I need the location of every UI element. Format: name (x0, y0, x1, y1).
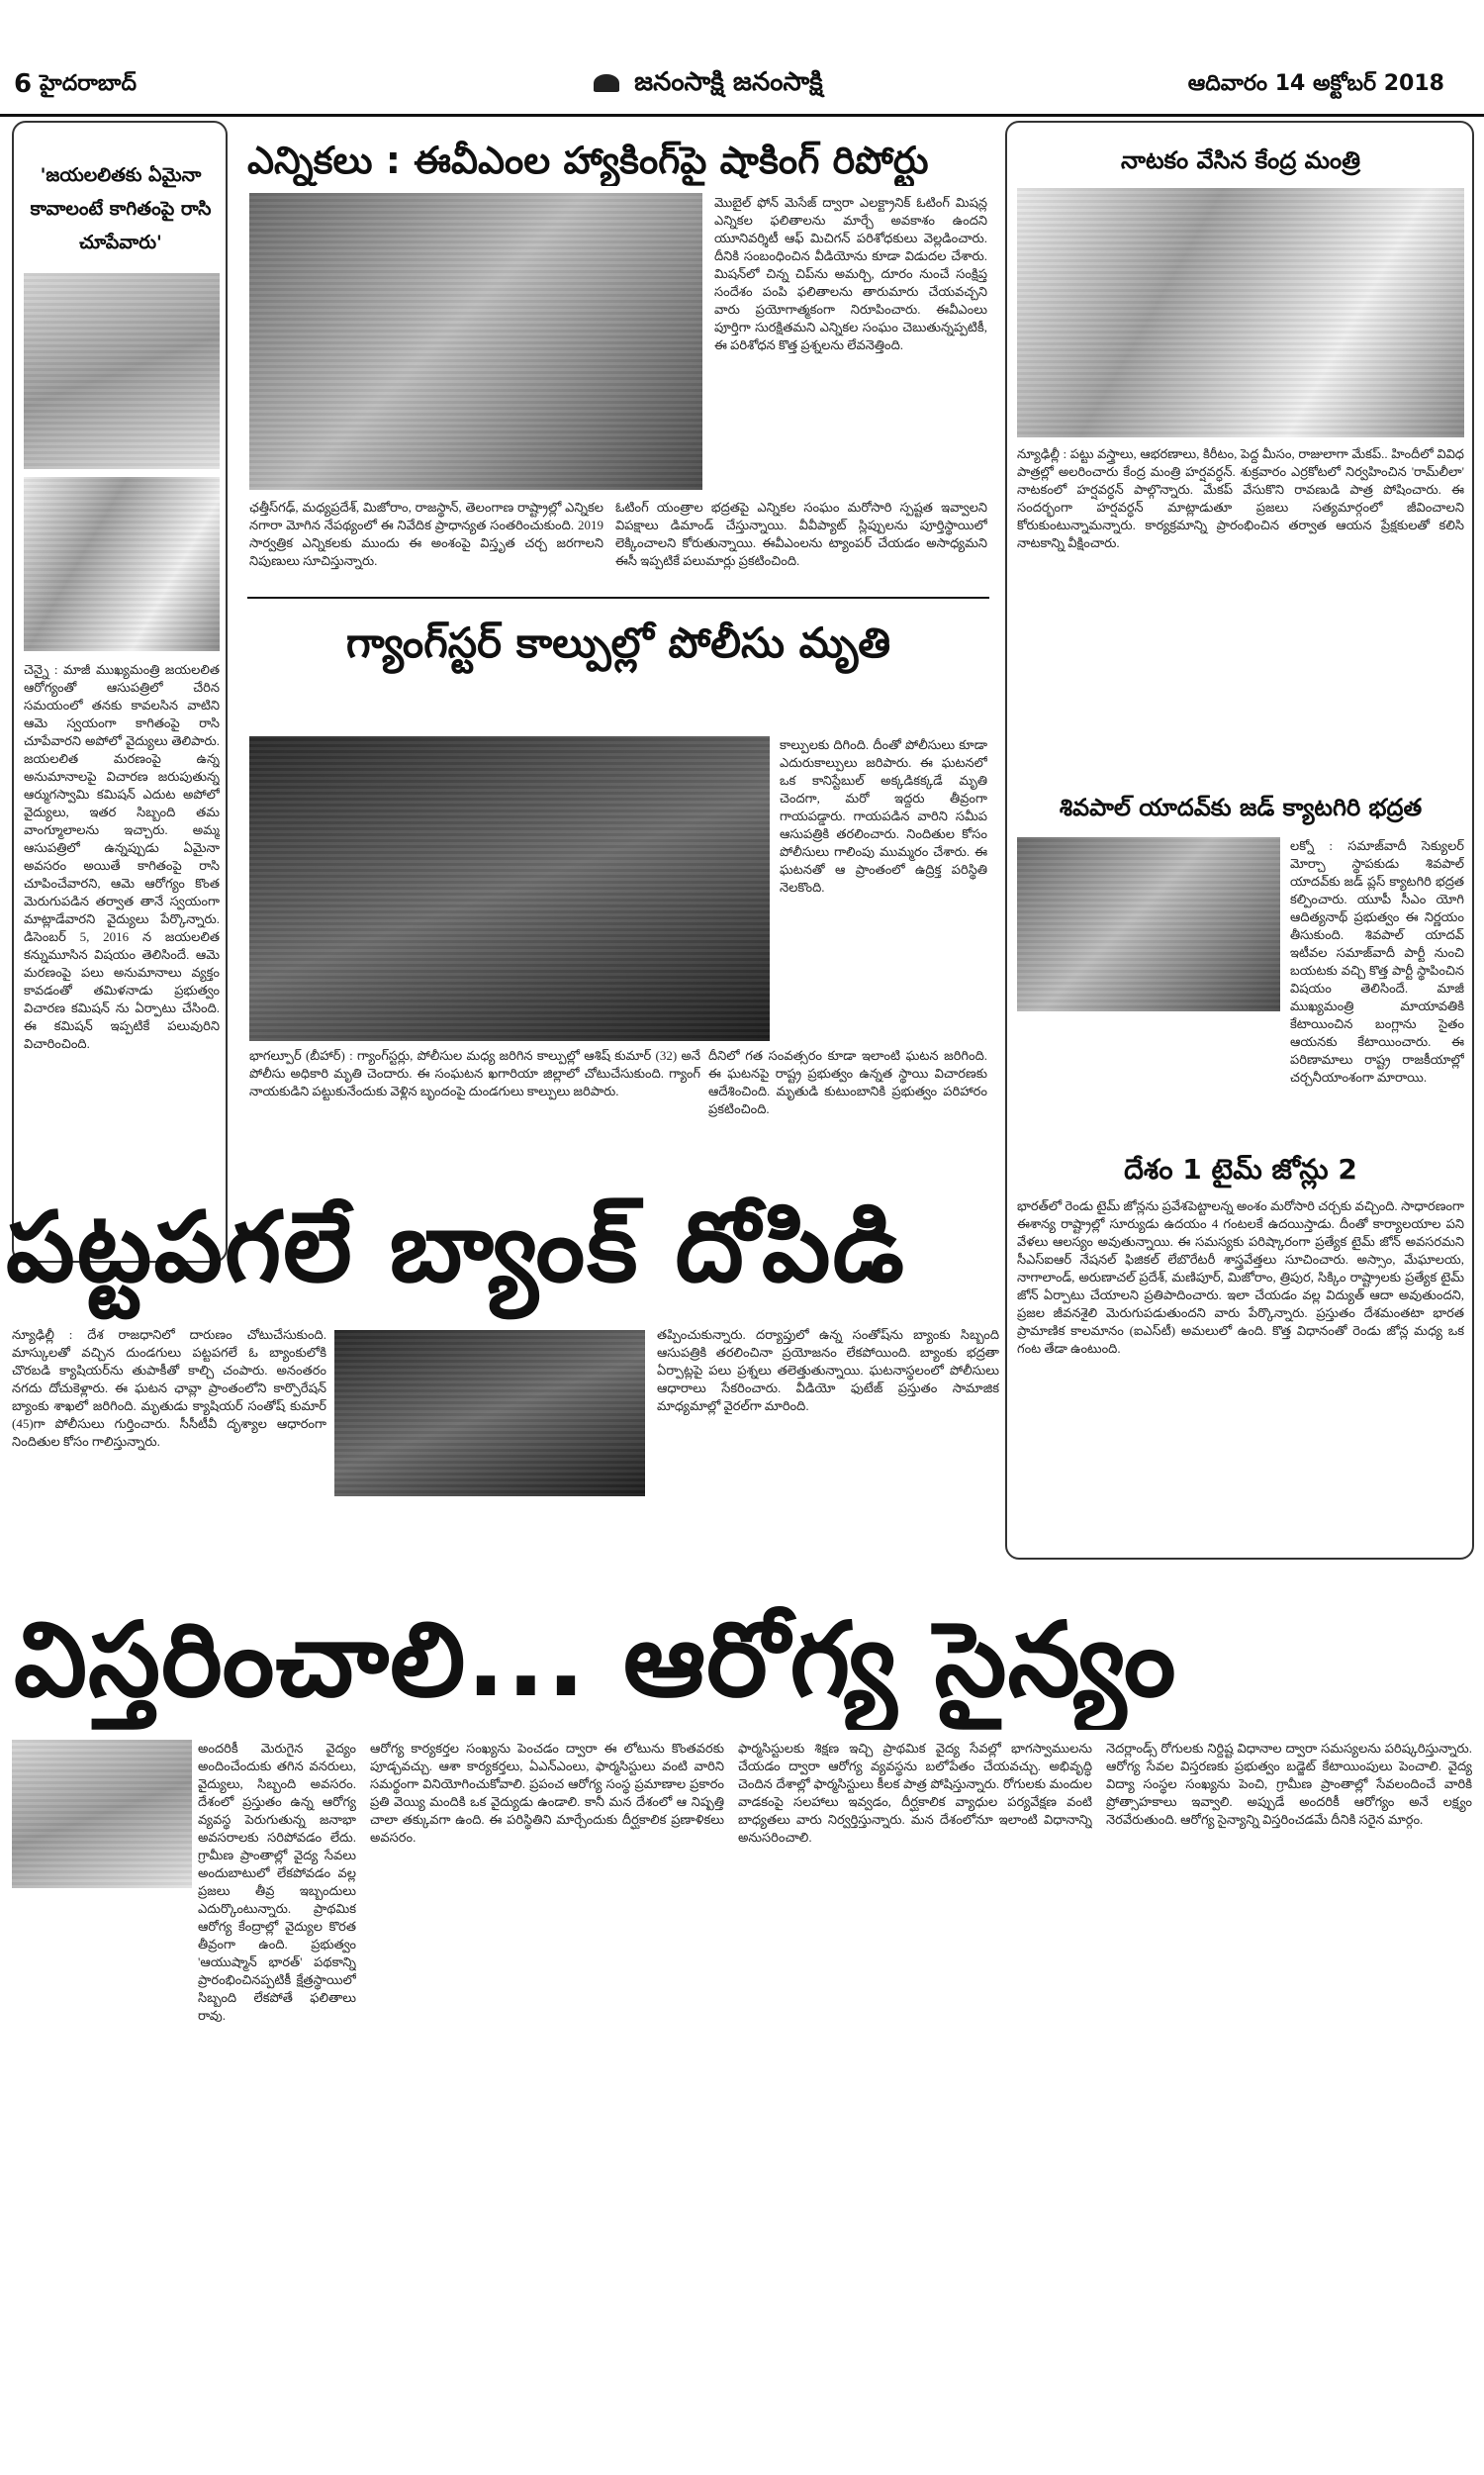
bank-body-left: న్యూఢిల్లీ : దేశ రాజధానిలో దారుణం చోటుచేసుకుంది. మాస్కులతో వచ్చిన దుండగులు పట్టపగలే ఓ బ్యాంకులోకి చొరబడి క్యాషియర్‌ను తుపాకీతో కాల్చి చంపారు. అనంతరం నగదు దోచుకెళ్లారు. ఈ ఘటన ఛావ్లా ప్రాంతంలోని కార్పొరేషన్ బ్యాంకు శాఖలో జరిగింది. మృతుడు క్యాషియర్ సంతోష్ కుమార్ (45)గా పోలీసులు గుర్తించారు. సీసీటీవీ దృశ్యాల ఆధారంగా నిందితుల కోసం గాలిస్తున్నారు. (12, 1327, 326, 1449)
health-column-3: ఫార్మసిస్టులకు శిక్షణ ఇచ్చి ప్రాథమిక వైద్య సేవల్లో భాగస్వాములను చేయడం ద్వారా ఆరోగ్య వ్యవస్థను బలోపేతం చేయవచ్చు. అభివృద్ధి చెందిన దేశాల్లో ఫార్మసిస్టులు కీలక పాత్ర పోషిస్తున్నారు. రోగులకు మందుల వాడకంపై సలహాలు ఇవ్వడం, దీర్ఘకాలిక వ్యాధుల పర్యవేక్షణ వంటి బాధ్యతలు వారు నిర్వర్తిస్తున్నారు. మన దేశంలోనూ ఇలాంటి విధానాన్ని అనుసరించాలి. (738, 1741, 1092, 1845)
jayalalitha-story-box (12, 121, 228, 1263)
minister-headline: నాటకం వేసిన కేంద్ర మంత్రి (1121, 146, 1360, 174)
timezone-body: భారత్‌లో రెండు టైమ్ జోన్లను ప్రవేశపెట్టాలన్న అంశం మరోసారి చర్చకు వచ్చింది. సాధారణంగా ఈశాన్య రాష్ట్రాల్లో సూర్యుడు ఉదయం 4 గంటలకే ఉదయిస్తాడు. దీంతో కార్యాలయాల పని వేళలు ఆలస్యం అవుతున్నాయి. ఈ సమస్యకు పరిష్కారంగా ప్రత్యేక టైమ్ జోన్ అవసరమని సీఎస్ఐఆర్ నేషనల్ ఫిజికల్ లేబొరేటరీ శాస్త్రవేత్తలు సూచించారు. అస్సాం, మేఘాలయ, నాగాలాండ్, అరుణాచల్ ప్రదేశ్, మణిపూర్, మిజోరాం, త్రిపుర, సిక్కిం రాష్ట్రాలకు ప్రత్యేక టైమ్ జోన్ ఏర్పాటు చేయాలని ప్రతిపాదించారు. ఇలా చేయడం వల్ల విద్యుత్ ఆదా అవుతుందని, ప్రజల జీవనశైలి మెరుగుపడుతుందని వారు పేర్కొన్నారు. ప్రస్తుతం దేశమంతటా భారత ప్రామాణిక కాలమానం (ఐఎస్‌టీ) అమలులో ఉంది. కొత్త విధానంతో రెండు జోన్ల మధ్య ఒక గంట తేడా ఉంటుంది. (1017, 1198, 1464, 1356)
bank-robbery-headline: పట్టపగలే బ్యాంక్ దోపిడి (6, 1191, 906, 1304)
health-column-2: ఆరోగ్య కార్యకర్తల సంఖ్యను పెంచడం ద్వారా ఈ లోటును కొంతవరకు పూడ్చవచ్చు. ఆశా కార్యకర్తలు, ఏఎన్ఎంలు, ఫార్మసిస్టులు వంటి వారిని సమర్థంగా వినియోగించుకోవాలి. ప్రపంచ ఆరోగ్య సంస్థ ప్రమాణాల ప్రకారం ప్రతి వెయ్యి మందికి ఒక వైద్యుడు ఉండాలి. కానీ మన దేశంలో ఆ నిష్పత్తి చాలా తక్కువగా ఉంది. ఈ పరిస్థితిని మార్చేందుకు దీర్ఘకాలిక ప్రణాళికలు అవసరం. (370, 1741, 724, 1845)
shivpal-headline: శివపాల్ యాదవ్‌కు జడ్ క్యాటగిరి భద్రత (1059, 794, 1423, 821)
health-column-4: నెదర్లాండ్స్ రోగులకు నిర్దిష్ట విధానాల ద్వారా సమస్యలను పరిష్కరిస్తున్నారు. ఆరోగ్య సేవల విస్తరణకు ప్రభుత్వం బడ్జెట్ కేటాయింపులు పెంచాలి. వైద్య విద్యా సంస్థల సంఖ్యను పెంచి, గ్రామీణ ప్రాంతాల్లో సేవలందించే వారికి ప్రోత్సాహకాలు ఇవ్వాలి. అప్పుడే అందరికీ ఆరోగ్యం అనే లక్ష్యం నెరవేరుతుంది. ఆరోగ్య సైన్యాన్ని విస్తరించడమే దీనికి సరైన మార్గం. (1106, 1741, 1472, 1827)
timezone-headline: దేశం 1 టైమ్ జోన్లు 2 (1124, 1153, 1357, 1186)
evm-machine-photo (249, 193, 702, 490)
gangster-headline: గ్యాంగ్‌స్టర్ కాల్పుల్లో పోలీసు మృతి (345, 619, 891, 667)
evm-body-bottom-right: ఓటింగ్ యంత్రాల భద్రతపై ఎన్నికల సంఘం మరోసారి స్పష్టత ఇవ్వాలని విపక్షాలు డిమాండ్ చేస్తున్నాయి. వీవీప్యాట్ స్లిప్పులను పూర్తిస్థాయిలో లెక్కించాలని కోరుతున్నాయి. ఈవీఎంలను ట్యాంపర్ చేయడం అసాధ్యమని ఈసీ ఇప్పటికే పలుమార్లు ప్రకటించింది. (615, 500, 987, 568)
jayalalitha-hospital-photo (24, 273, 220, 469)
health-column-1: అందరికీ మెరుగైన వైద్యం అందించేందుకు తగిన వనరులు, వైద్యులు, సిబ్బంది అవసరం. దేశంలో ప్రస్తుతం ఉన్న ఆరోగ్య వ్యవస్థ పెరుగుతున్న జనాభా అవసరాలకు సరిపోవడం లేదు. గ్రామీణ ప్రాంతాల్లో వైద్య సేవలు అందుబాటులో లేకపోవడం వల్ల ప్రజలు తీవ్ర ఇబ్బందులు ఎదుర్కొంటున్నారు. ప్రాథమిక ఆరోగ్య కేంద్రాల్లో వైద్యుల కొరత తీవ్రంగా ఉంది. ప్రభుత్వం 'ఆయుష్మాన్ భారత్' పథకాన్ని ప్రారంభించినప్పటికీ క్షేత్రస్థాయిలో సిబ్బంది లేకపోతే ఫలితాలు రావు. (198, 1741, 356, 2023)
masthead (594, 67, 823, 103)
gangster-body-bottom-right: దీనిలో గత సంవత్సరం కూడా ఇలాంటి ఘటన జరిగింది. ఈ ఘటనపై రాష్ట్ర ప్రభుత్వం ఉన్నత స్థాయి విచారణకు ఆదేశించింది. మృతుడి కుటుంబానికి ప్రభుత్వం పరిహారం ప్రకటించింది. (708, 1048, 987, 1116)
minister-body: న్యూఢిల్లీ : పట్టు వస్త్రాలు, ఆభరణాలు, కిరీటం, పెద్ద మీసం, రాజులాగా మేకప్.. హిందీలో వివిధ పాత్రల్లో అలరించారు కేంద్ర మంత్రి హర్షవర్ధన్. శుక్రవారం ఎర్రకోటలో నిర్వహించిన 'రామ్‌లీలా' నాటకంలో హర్షవర్ధన్ పాల్గొన్నారు. మేకప్ వేసుకొని రావణుడి పాత్ర పోషించారు. ఈ సందర్భంగా హర్షవర్ధన్ మాట్లాడుతూ ప్రజలు సత్యమార్గంలో జీవించాలని కోరుకుంటున్నామన్నారు. కార్యక్రమాన్ని ప్రారంభించిన తర్వాత ఆయన ప్రేక్షకులతో కలిసి నాటకాన్ని వీక్షించారు. (1017, 446, 1464, 550)
evm-body-bottom-left: ఛత్తీస్‌గఢ్, మధ్యప్రదేశ్, మిజోరాం, రాజస్థాన్, తెలంగాణ రాష్ట్రాల్లో ఎన్నికల నగారా మోగిన నేపథ్యంలో ఈ నివేదిక ప్రాధాన్యత సంతరించుకుంది. 2019 సార్వత్రిక ఎన్నికలకు ముందు ఈ అంశంపై విస్తృత చర్చ జరగాలని నిపుణులు సూచిస్తున్నారు. (249, 500, 603, 568)
edition-city: హైదరాబాద్ (40, 71, 137, 96)
bank-cctv-photo (334, 1330, 645, 1496)
gangster-body-bottom-left: భాగల్పూర్ (బీహార్) : గ్యాంగ్‌స్టర్లు, పోలీసుల మధ్య జరిగిన కాల్పుల్లో ఆశిష్ కుమార్ (32) అనే పోలీసు అధికారి మృతి చెందారు. ఈ సంఘటన ఖగారియా జిల్లాలో చోటుచేసుకుంది. గ్యాంగ్ నాయకుడిని పట్టుకునేందుకు వెళ్లిన బృందంపై దుండగులు కాల్పులు జరిపారు. (249, 1048, 700, 1098)
logo-icon (594, 74, 619, 92)
jayalalitha-portrait-photo (24, 477, 220, 651)
jayalalitha-quote-headline: 'జయలలితకు ఏమైనా కావాలంటే కాగితంపై రాసి చూపేవారు' (30, 164, 212, 253)
issue-date: ఆదివారం 14 అక్టోబర్ 2018 (1187, 71, 1444, 96)
section-divider (247, 597, 989, 599)
page-header (0, 0, 1484, 117)
evm-headline: ఎన్నికలు : ఈవీఎంల హ్యాకింగ్‌పై షాకింగ్ రిపోర్టు (247, 139, 929, 182)
gangster-body-right: కాల్పులకు దిగింది. దీంతో పోలీసులు కూడా ఎదురుకాల్పులు జరిపారు. ఈ ఘటనలో ఒక కానిస్టేబుల్ అక్కడికక్కడే మృతి చెందగా, మరో ఇద్దరు తీవ్రంగా గాయపడ్డారు. గాయపడిన వారిని సమీప ఆసుపత్రికి తరలించారు. నిందితుల కోసం పోలీసులు గాలింపు ముమ్మరం చేశారు. ఈ ఘటనతో ఆ ప్రాంతంలో ఉద్రిక్త పరిస్థితి నెలకొంది. (780, 737, 987, 895)
page-number: 6 (14, 69, 33, 99)
right-column-box (1005, 121, 1474, 1560)
health-headline: విస్తరించాలి... ఆరోగ్య సైన్యం (14, 1599, 1177, 1720)
minister-costume-photo (1017, 188, 1464, 437)
shivpal-body: లక్నో : సమాజ్‌వాదీ సెక్యులర్ మోర్చా స్థాపకుడు శివపాల్ యాదవ్‌కు జడ్ ప్లస్ క్యాటగిరి భద్రత కల్పించారు. యూపీ సీఎం యోగి ఆదిత్యనాథ్ ప్రభుత్వం ఈ నిర్ణయం తీసుకుంది. శివపాల్ యాదవ్ ఇటీవల సమాజ్‌వాదీ పార్టీ నుంచి బయటకు వచ్చి కొత్త పార్టీ స్థాపించిన విషయం తెలిసిందే. మాజీ ముఖ్యమంత్రి మాయావతికి కేటాయించిన బంగ్లాను సైతం ఆయనకు కేటాయించారు. ఈ పరిణామాలు రాష్ట్ర రాజకీయాల్లో చర్చనీయాంశంగా మారాయి. (1290, 838, 1464, 1085)
bank-body-right: తప్పించుకున్నారు. దర్యాప్తులో ఉన్న సంతోష్‌ను బ్యాంకు సిబ్బంది ఆసుపత్రికి తరలించినా ప్రయోజనం లేకపోయింది. బ్యాంకు భద్రతా ఏర్పాట్లపై పలు ప్రశ్నలు తలెత్తుతున్నాయి. ఘటనాస్థలంలో పోలీసులు ఆధారాలు సేకరించారు. వీడియో ఫుటేజ్ ప్రస్తుతం సామాజిక మాధ్యమాల్లో వైరల్‌గా మారింది. (657, 1327, 999, 1413)
jayalalitha-story-body: చెన్నై : మాజీ ముఖ్యమంత్రి జయలలిత ఆరోగ్యంతో ఆసుపత్రిలో చేరిన సమయంలో తనకు కావలసిన వాటిని ఆమె స్వయంగా కాగితంపై రాసి చూపేవారని అపోలో వైద్యులు తెలిపారు. జయలలిత మరణంపై ఉన్న అనుమానాలపై విచారణ జరుపుతున్న ఆర్ముగస్వామి కమిషన్ ఎదుట అపోలో వైద్యులు, ఇతర సిబ్బంది తమ వాంగ్మూలాలను ఇచ్చారు. అమ్మ ఆసుపత్రిలో ఉన్నప్పుడు ఏమైనా అవసరం అయితే కాగితంపై రాసి చూపించేవారని, ఆమె ఆరోగ్యం కొంత మెరుగుపడిన తర్వాత తానే స్వయంగా మాట్లాడేవారని వైద్యులు పేర్కొన్నారు. డిసెంబర్ 5, 2016 న జయలలిత కన్నుమూసిన విషయం తెలిసిందే. ఆమె మరణంపై పలు అనుమానాలు వ్యక్తం కావడంతో తమిళనాడు ప్రభుత్వం విచారణ కమిషన్ ను ఏర్పాటు చేసింది. ఈ కమిషన్ ఇప్పటికే పలువురిని విచారించింది. (24, 662, 220, 1051)
masthead-text: జనంసాక్షి జనంసాక్షి (634, 67, 823, 97)
gangster-shooting-photo (249, 736, 770, 1041)
evm-body-right: మొబైల్ ఫోన్ మెసేజ్ ద్వారా ఎలక్ట్రానిక్ ఓటింగ్ మిషన్ల ఎన్నికల ఫలితాలను మార్చే అవకాశం ఉందని యూనివర్శిటీ ఆఫ్ మిచిగన్ పరిశోధకులు వెల్లడించారు. దీనికి సంబంధించిన వీడియోను కూడా విడుదల చేశారు. మిషన్‌లో చిన్న చిప్‌ను అమర్చి, దూరం నుంచే సంక్షిప్త సందేశం పంపి ఫలితాలను తారుమారు చేయవచ్చని వారు ప్రయోగాత్మకంగా నిరూపించారు. ఈవీఎంలు పూర్తిగా సురక్షితమని ఎన్నికల సంఘం చెబుతున్నప్పటికీ, ఈ పరిశోధన కొత్త ప్రశ్నలను లేవనెత్తింది. (714, 195, 987, 352)
